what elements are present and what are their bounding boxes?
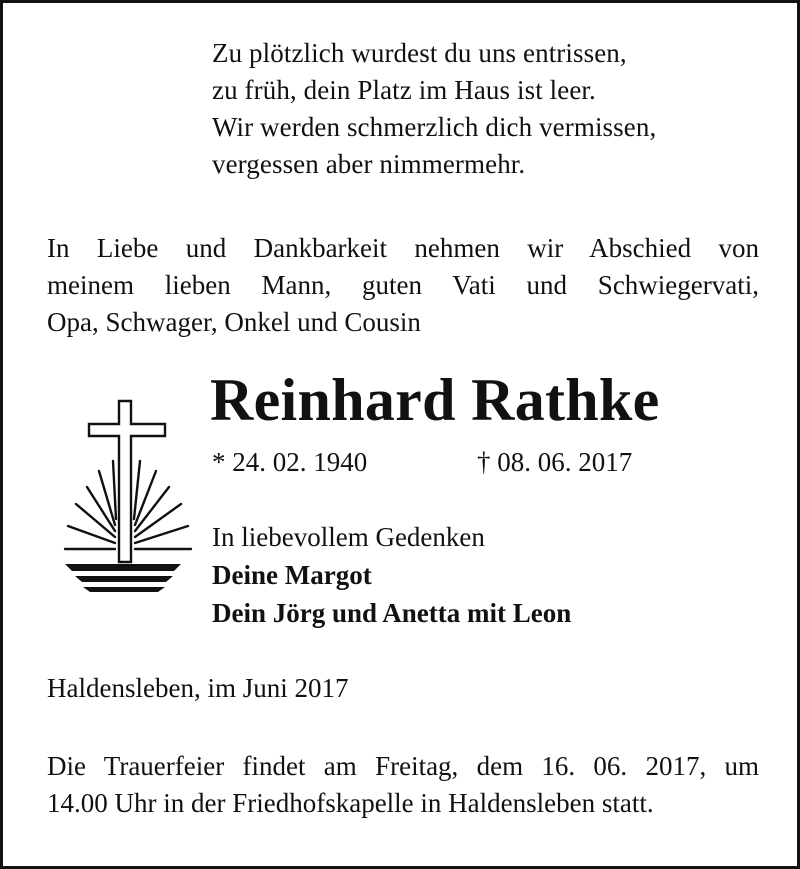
life-dates	[212, 445, 633, 479]
cross-with-sunrise-icon	[55, 399, 205, 604]
birth-date: * 24. 02. 1940	[212, 447, 368, 477]
poem-line: Wir werden schmerzlich dich vermissen,	[212, 112, 657, 142]
mourner-name: Dein Jörg und Anetta mit Leon	[212, 598, 572, 628]
funeral-service-info	[47, 748, 759, 822]
poem-line: vergessen aber nimmermehr.	[212, 149, 526, 179]
death-date: † 08. 06. 2017	[477, 447, 633, 477]
intro-line: Opa, Schwager, Onkel und Cousin	[47, 307, 421, 337]
intro-line: meinem lieben Mann, guten Vati und Schwiegervati,	[47, 270, 759, 300]
mourners-signature	[212, 518, 571, 632]
farewell-intro	[47, 230, 759, 341]
service-line: 14.00 Uhr in der Friedhofskapelle in Haldensleben statt.	[47, 788, 654, 818]
mourner-name: Deine Margot	[212, 560, 372, 590]
remembrance-line: In liebevollem Gedenken	[212, 522, 485, 552]
memorial-poem	[212, 35, 656, 183]
place-and-date: Haldensleben, im Juni 2017	[47, 673, 349, 703]
deceased-name: Reinhard Rathke	[210, 367, 660, 433]
poem-line: zu früh, dein Platz im Haus ist leer.	[212, 75, 596, 105]
intro-line: In Liebe und Dankbarkeit nehmen wir Abschied von	[47, 233, 759, 263]
poem-line: Zu plötzlich wurdest du uns entrissen,	[212, 38, 627, 68]
service-line: Die Trauerfeier findet am Freitag, dem 16. 06. 2017, um	[47, 751, 759, 781]
